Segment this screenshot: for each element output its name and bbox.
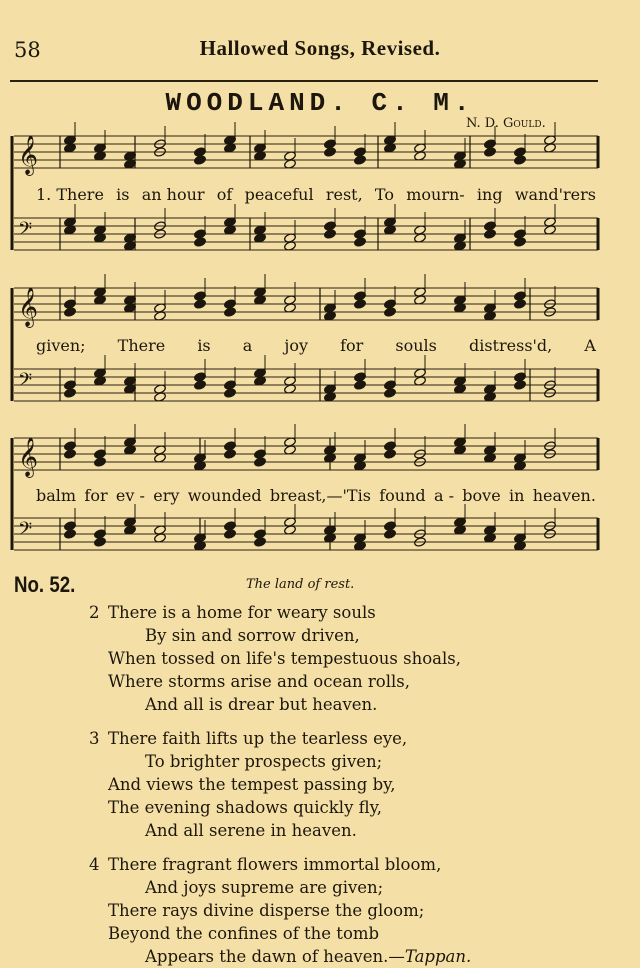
verse-line [108, 624, 461, 647]
note-head [354, 155, 367, 166]
verse-text: To brighter prospects given; [145, 752, 383, 771]
verse-line [89, 853, 471, 876]
verse-text: And joys supreme are given; [145, 878, 384, 897]
verse-line [108, 773, 407, 796]
lyric-syllable: There [117, 336, 166, 355]
note-head [354, 380, 367, 391]
verse-text: The evening shadows quickly fly, [108, 798, 383, 817]
lyric-syllable: 1. There [36, 185, 104, 204]
note-head [484, 147, 497, 158]
composer: N. D. Gould. [466, 116, 546, 131]
note-head [194, 237, 207, 248]
verse-text: There is a home for weary souls [108, 603, 376, 622]
note-head [64, 529, 77, 540]
lyric-syllable: an hour [141, 185, 205, 204]
note-head [514, 299, 527, 310]
verse-2 [89, 601, 461, 716]
verse-line [108, 693, 461, 716]
note-head [64, 388, 77, 399]
lyric-syllable: rest, [325, 185, 363, 204]
note-head [324, 229, 337, 240]
lyric-syllable: ing [476, 185, 503, 204]
verse-line [108, 819, 407, 842]
verse-line [108, 899, 471, 922]
treble-clef: 𝄞 [18, 135, 39, 175]
lyric-line-3 [36, 486, 596, 505]
note-head [514, 380, 527, 391]
note-head [194, 299, 207, 310]
verse-line [89, 601, 461, 624]
verse-4 [89, 853, 472, 968]
verse-line [108, 750, 407, 773]
verse-3 [89, 727, 408, 842]
note-head [384, 388, 397, 399]
note-head [94, 457, 107, 468]
lyric-syllable: found [379, 486, 426, 505]
note-head [224, 449, 237, 460]
verse-line [108, 922, 471, 945]
hymn-subtitle: The land of rest. [246, 577, 355, 592]
verse-line [108, 670, 461, 693]
note-head [194, 380, 207, 391]
bass-clef: 𝄢 [18, 519, 33, 544]
verse-number: 4 [89, 855, 100, 874]
verse-text: There faith lifts up the tearless eye, [108, 729, 408, 748]
note-head [254, 457, 267, 468]
note-head [514, 237, 527, 248]
verse-line [108, 647, 461, 670]
lyric-line-2 [36, 336, 596, 355]
page-number: 58 [14, 38, 41, 62]
note-head [354, 299, 367, 310]
lyric-syllable: a [242, 336, 253, 355]
verse-text: And all serene in heaven. [145, 821, 357, 840]
note-head [324, 147, 337, 158]
verse-line [108, 945, 471, 968]
lyric-syllable: balm [36, 486, 77, 505]
verse-number: 2 [89, 603, 100, 622]
lyric-syllable: heaven. [532, 486, 596, 505]
lyric-syllable: for [84, 486, 108, 505]
verse-text: There fragrant flowers immortal bloom, [108, 855, 442, 874]
lyric-syllable: distress'd, [468, 336, 553, 355]
verse-text: By sin and sorrow driven, [145, 626, 360, 645]
treble-clef: 𝄞 [18, 287, 39, 327]
lyric-syllable: joy [284, 336, 309, 355]
lyric-syllable: given; [36, 336, 86, 355]
note-head [194, 155, 207, 166]
note-head [94, 537, 107, 548]
note-head [384, 449, 397, 460]
lyric-syllable: wand'rers [514, 185, 596, 204]
note-head [354, 237, 367, 248]
note-head [254, 537, 267, 548]
lyric-syllable: of [216, 185, 233, 204]
verse-text: There rays divine disperse the gloom; [108, 901, 425, 920]
lyric-syllable: peaceful [244, 185, 314, 204]
note-head [384, 307, 397, 318]
hymn-author: Tappan. [404, 947, 472, 966]
lyric-syllable: breast,—'Tis [269, 486, 371, 505]
note-head [64, 449, 77, 460]
lyric-syllable: in [509, 486, 525, 505]
verse-text: And views the tempest passing by, [108, 775, 396, 794]
lyric-syllable: a - [433, 486, 454, 505]
verse-line [108, 796, 407, 819]
treble-clef: 𝄞 [18, 437, 39, 477]
lyric-syllable: mourn- [406, 185, 465, 204]
note-head [514, 155, 527, 166]
lyric-syllable: wounded [187, 486, 262, 505]
lyric-syllable: is [116, 185, 130, 204]
bass-clef: 𝄢 [18, 219, 33, 244]
note-head [224, 529, 237, 540]
lyric-syllable: A [584, 336, 596, 355]
note-head [384, 529, 397, 540]
hymn-number: No. 52. [14, 572, 76, 597]
verse-number: 3 [89, 729, 100, 748]
verse-text: And all is drear but heaven. [145, 695, 378, 714]
lyric-syllable: bove [462, 486, 501, 505]
lyric-syllable: To [374, 185, 394, 204]
bass-clef: 𝄢 [18, 370, 33, 395]
lyric-syllable: is [197, 336, 211, 355]
tune-title: WOODLAND. C. M. [165, 88, 475, 118]
verse-text: When tossed on life's tempestuous shoals, [108, 649, 461, 668]
lyric-syllable: souls [395, 336, 437, 355]
verse-line [89, 727, 408, 750]
note-head [224, 307, 237, 318]
verse-text: Beyond the confines of the tomb [108, 924, 380, 943]
note-head [64, 307, 77, 318]
note-head [484, 229, 497, 240]
lyric-syllable: for [340, 336, 364, 355]
verse-text: Where storms arise and ocean rolls, [108, 672, 411, 691]
verse-text: Appears the dawn of heaven.— [145, 947, 405, 966]
verse-line [108, 876, 471, 899]
lyric-syllable: ev - [115, 486, 145, 505]
lyric-line-1 [36, 185, 596, 204]
note-head [224, 388, 237, 399]
running-title: Hallowed Songs, Revised. [199, 36, 441, 60]
lyric-syllable: ery [153, 486, 180, 505]
